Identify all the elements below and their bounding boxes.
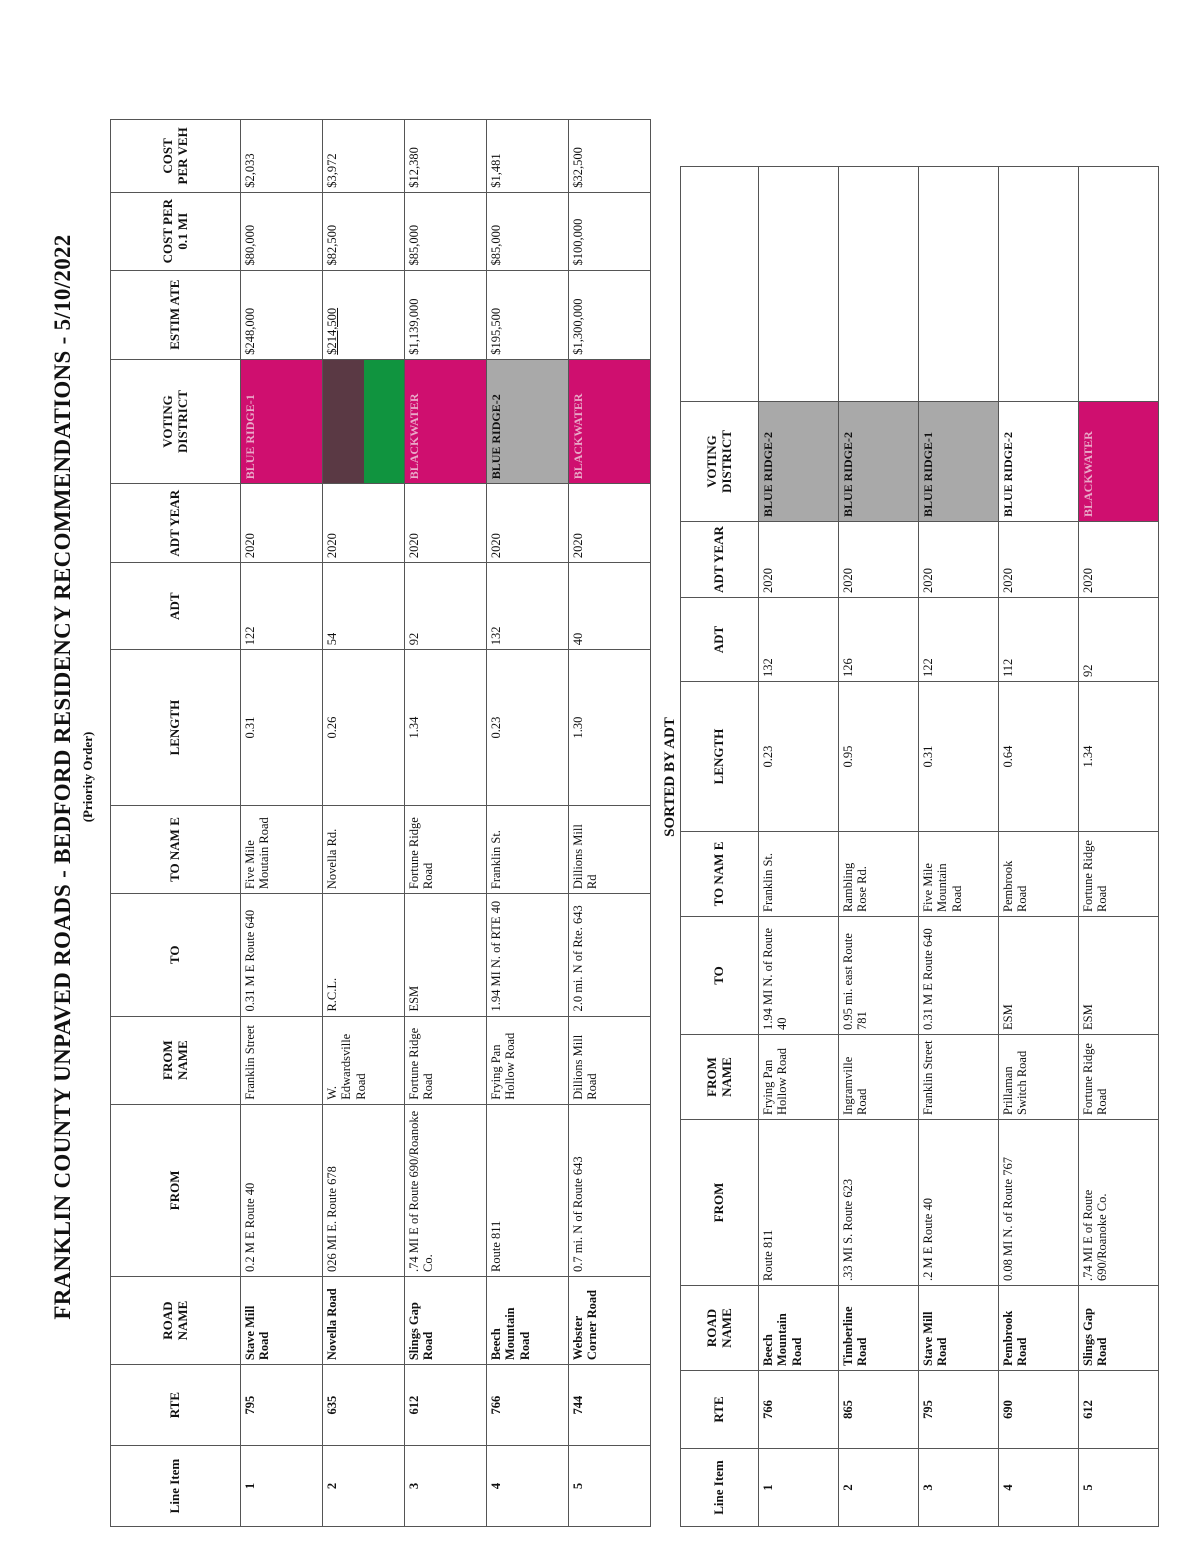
table-row [839, 167, 919, 1527]
to-name: Fortune Ridge Road [1079, 832, 1159, 917]
to: 0.95 mi. east Route 781 [839, 917, 919, 1035]
table-row [323, 120, 405, 1527]
voting-district-label: BLACKWATER [407, 393, 421, 480]
header-cost-per-veh: COST PER VEH [111, 120, 241, 193]
voting-district [569, 359, 651, 484]
table-row [241, 120, 323, 1527]
voting-district-label: BLUE RIDGE-2 [489, 394, 503, 480]
voting-district-label: BLUE RIDGE-1 [921, 431, 935, 517]
to-name: Franklin St. [487, 805, 569, 893]
voting-district [1079, 402, 1159, 522]
table-row [1079, 167, 1159, 1527]
road-name: Beech Mountain Road [487, 1276, 569, 1364]
adt: 132 [759, 598, 839, 682]
from-name: Franklin Street [919, 1035, 999, 1120]
road-name: Slings Gap Road [405, 1276, 487, 1364]
cost-per-01-mi: $85,000 [487, 192, 569, 270]
line-item: 3 [919, 1449, 999, 1527]
estimate: $1,300,000 [569, 270, 651, 359]
adt: 122 [241, 563, 323, 650]
header-voting-district: VOTING DISTRICT [111, 359, 241, 484]
to-name: Rambling Rose Rd. [839, 832, 919, 917]
line-item: 3 [405, 1446, 487, 1527]
voting-district [919, 402, 999, 522]
from: 0.08 MI N. of Route 767 [999, 1120, 1079, 1286]
length: 0.95 [839, 682, 919, 832]
from: .2 M E Route 40 [919, 1120, 999, 1286]
length: 0.23 [759, 682, 839, 832]
to-name: Five Mile Mountain Road [919, 832, 999, 917]
line-item: 2 [323, 1446, 405, 1527]
to: 1.94 MI N. of Route 40 [759, 917, 839, 1035]
from-name: Ingramville Road [839, 1035, 919, 1120]
line-item: 5 [569, 1446, 651, 1527]
adt-year: 2020 [323, 484, 405, 563]
from: .33 MI S. Route 623 [839, 1120, 919, 1286]
to: 1.94 MI N. of RTE 40 [487, 894, 569, 1016]
voting-district-label: BLUE RIDGE-1 [243, 394, 257, 480]
road-name: Stave Mill Road [241, 1276, 323, 1364]
blank-cell [999, 167, 1079, 402]
estimate: $248,000 [241, 270, 323, 359]
voting-district [487, 359, 569, 484]
from: Route 811 [759, 1120, 839, 1286]
table-row [919, 167, 999, 1527]
header-length: LENGTH [681, 682, 759, 832]
road-name: Novella Road [323, 1276, 405, 1364]
from: 0.7 mi. N of Route 643 [569, 1104, 651, 1276]
adt-year: 2020 [919, 522, 999, 598]
voting-district-label: BLACKWATER [1081, 431, 1095, 517]
adt-year: 2020 [1079, 522, 1159, 598]
adt-year: 2020 [405, 484, 487, 563]
header-adt-year: ADT YEAR [681, 522, 759, 598]
priority-table [110, 119, 651, 1527]
rte: 795 [241, 1365, 323, 1446]
voting-district-label: BLUE RIDGE-2 [761, 431, 775, 517]
cost-per-01-mi: $85,000 [405, 192, 487, 270]
to: ESM [405, 894, 487, 1016]
cost-per-01-mi: $80,000 [241, 192, 323, 270]
line-item: 1 [241, 1446, 323, 1527]
to-name: Franklin St. [759, 832, 839, 917]
cost-per-veh: $1,481 [487, 120, 569, 193]
blank-cell [1079, 167, 1159, 402]
rte: 865 [839, 1371, 919, 1449]
voting-district [241, 359, 323, 484]
header-cost-per-01-mi: COST PER 0.1 MI [111, 192, 241, 270]
header-voting-district: VOTING DISTRICT [681, 402, 759, 522]
from-name: Dillions Mill Road [569, 1016, 651, 1104]
voting-district [405, 359, 487, 484]
voting-district-label: BLACKWATER [571, 393, 585, 480]
table-row [999, 167, 1079, 1527]
header-blank [681, 167, 759, 402]
adt: 92 [405, 563, 487, 650]
road-name: Webster Corner Road [569, 1276, 651, 1364]
header-adt-year: ADT YEAR [111, 484, 241, 563]
line-item: 4 [999, 1449, 1079, 1527]
blank-cell [919, 167, 999, 402]
cost-per-veh: $12,380 [405, 120, 487, 193]
header-to: TO [111, 894, 241, 1016]
from-name: Franklin Street [241, 1016, 323, 1104]
table-row [405, 120, 487, 1527]
header-to: TO [681, 917, 759, 1035]
page-title: FRANKLIN COUNTY UNPAVED ROADS - BEDFORD RESIDENCY RECOMMENDATIONS - 5/10/2022 [50, 234, 75, 1320]
line-item: 4 [487, 1446, 569, 1527]
header-to-name: TO NAM E [681, 832, 759, 917]
from: 026 MI E. Route 678 [323, 1104, 405, 1276]
from: .74 MI E of Route 690/Roanoke Co. [1079, 1120, 1159, 1286]
voting-district [839, 402, 919, 522]
estimate: $1,139,000 [405, 270, 487, 359]
header-road-name: ROAD NAME [681, 1286, 759, 1371]
road-name: Beech Mountain Road [759, 1286, 839, 1371]
adt-year: 2020 [759, 522, 839, 598]
estimate [323, 270, 405, 359]
to: ESM [999, 917, 1079, 1035]
voting-district [759, 402, 839, 522]
length: 1.30 [569, 650, 651, 806]
header-length: LENGTH [111, 650, 241, 806]
line-item: 5 [1079, 1449, 1159, 1527]
from-name: W. Edwardsville Road [323, 1016, 405, 1104]
from: .74 MI E of Route 690/Roanoke Co. [405, 1104, 487, 1276]
road-name: Pembrook Road [999, 1286, 1079, 1371]
header-from: FROM [111, 1104, 241, 1276]
road-name: Timberline Road [839, 1286, 919, 1371]
rte: 795 [919, 1371, 999, 1449]
from: Route 811 [487, 1104, 569, 1276]
voting-district-label: BLUE RIDGE-2 [841, 431, 855, 517]
blank-cell [839, 167, 919, 402]
estimate: $195,500 [487, 270, 569, 359]
length: 0.31 [919, 682, 999, 832]
sorted-table [680, 166, 1159, 1527]
sorted-header-row [681, 167, 759, 1527]
cost-per-veh: $3,972 [323, 120, 405, 193]
to-name: Five Mile Moutain Road [241, 805, 323, 893]
rte: 744 [569, 1365, 651, 1446]
road-name: Slings Gap Road [1079, 1286, 1159, 1371]
estimate-value: $214,500 [325, 307, 339, 355]
header-adt: ADT [111, 563, 241, 650]
rte: 766 [759, 1371, 839, 1449]
adt-year: 2020 [241, 484, 323, 563]
adt: 132 [487, 563, 569, 650]
header-from-name: FROM NAME [681, 1035, 759, 1120]
adt: 112 [999, 598, 1079, 682]
cost-per-veh: $2,033 [241, 120, 323, 193]
from: 0.2 M E Route 40 [241, 1104, 323, 1276]
header-estimate: ESTIM ATE [111, 270, 241, 359]
header-line-item: Line Item [111, 1446, 241, 1527]
rte: 612 [405, 1365, 487, 1446]
length: 0.64 [999, 682, 1079, 832]
to-name: Fortune Ridge Road [405, 805, 487, 893]
line-item: 1 [759, 1449, 839, 1527]
header-rte: RTE [681, 1371, 759, 1449]
district-color-bottom [364, 360, 405, 484]
header-adt: ADT [681, 598, 759, 682]
adt: 126 [839, 598, 919, 682]
priority-header-row [111, 120, 241, 1527]
length: 0.23 [487, 650, 569, 806]
to: 2.0 mi. N of Rte. 643 [569, 894, 651, 1016]
adt: 122 [919, 598, 999, 682]
rte: 690 [999, 1371, 1079, 1449]
length: 1.34 [1079, 682, 1159, 832]
from-name: Fortune Ridge Road [1079, 1035, 1159, 1120]
blank-cell [759, 167, 839, 402]
line-item: 2 [839, 1449, 919, 1527]
rte: 612 [1079, 1371, 1159, 1449]
road-name: Stave Mill Road [919, 1286, 999, 1371]
header-from: FROM [681, 1120, 759, 1286]
table-row [569, 120, 651, 1527]
from-name: Prillaman Switch Road [999, 1035, 1079, 1120]
adt-year: 2020 [999, 522, 1079, 598]
from-name: Frying Pan Hollow Road [487, 1016, 569, 1104]
to: 0.31 M E Route 640 [919, 917, 999, 1035]
adt-year: 2020 [839, 522, 919, 598]
header-to-name: TO NAM E [111, 805, 241, 893]
table-row [487, 120, 569, 1527]
length: 0.26 [323, 650, 405, 806]
cost-per-01-mi: $100,000 [569, 192, 651, 270]
table-row [759, 167, 839, 1527]
to-name: Novella Rd. [323, 805, 405, 893]
to-name: Dillions Mill Rd [569, 805, 651, 893]
to: 0.31 M E Route 640 [241, 894, 323, 1016]
rte: 766 [487, 1365, 569, 1446]
to-name: Pembrook Road [999, 832, 1079, 917]
sorted-by-adt-label: SORTED BY ADT [662, 717, 678, 837]
voting-district-label: BLUE RIDGE-2 [1001, 431, 1015, 517]
voting-district [999, 402, 1079, 522]
header-from-name: FROM NAME [111, 1016, 241, 1104]
to: ESM [1079, 917, 1159, 1035]
header-road-name: ROAD NAME [111, 1276, 241, 1364]
from-name: Frying Pan Hollow Road [759, 1035, 839, 1120]
header-line-item: Line Item [681, 1449, 759, 1527]
adt: 92 [1079, 598, 1159, 682]
adt-year: 2020 [569, 484, 651, 563]
header-rte: RTE [111, 1365, 241, 1446]
district-color-top [323, 360, 364, 484]
adt-year: 2020 [487, 484, 569, 563]
page-subtitle: (Priority Order) [80, 731, 95, 823]
adt: 54 [323, 563, 405, 650]
voting-district [323, 359, 405, 484]
rte: 635 [323, 1365, 405, 1446]
cost-per-01-mi: $82,500 [323, 192, 405, 270]
adt: 40 [569, 563, 651, 650]
length: 0.31 [241, 650, 323, 806]
from-name: Fortune Ridge Road [405, 1016, 487, 1104]
length: 1.34 [405, 650, 487, 806]
cost-per-veh: $32,500 [569, 120, 651, 193]
to: R.C.L. [323, 894, 405, 1016]
